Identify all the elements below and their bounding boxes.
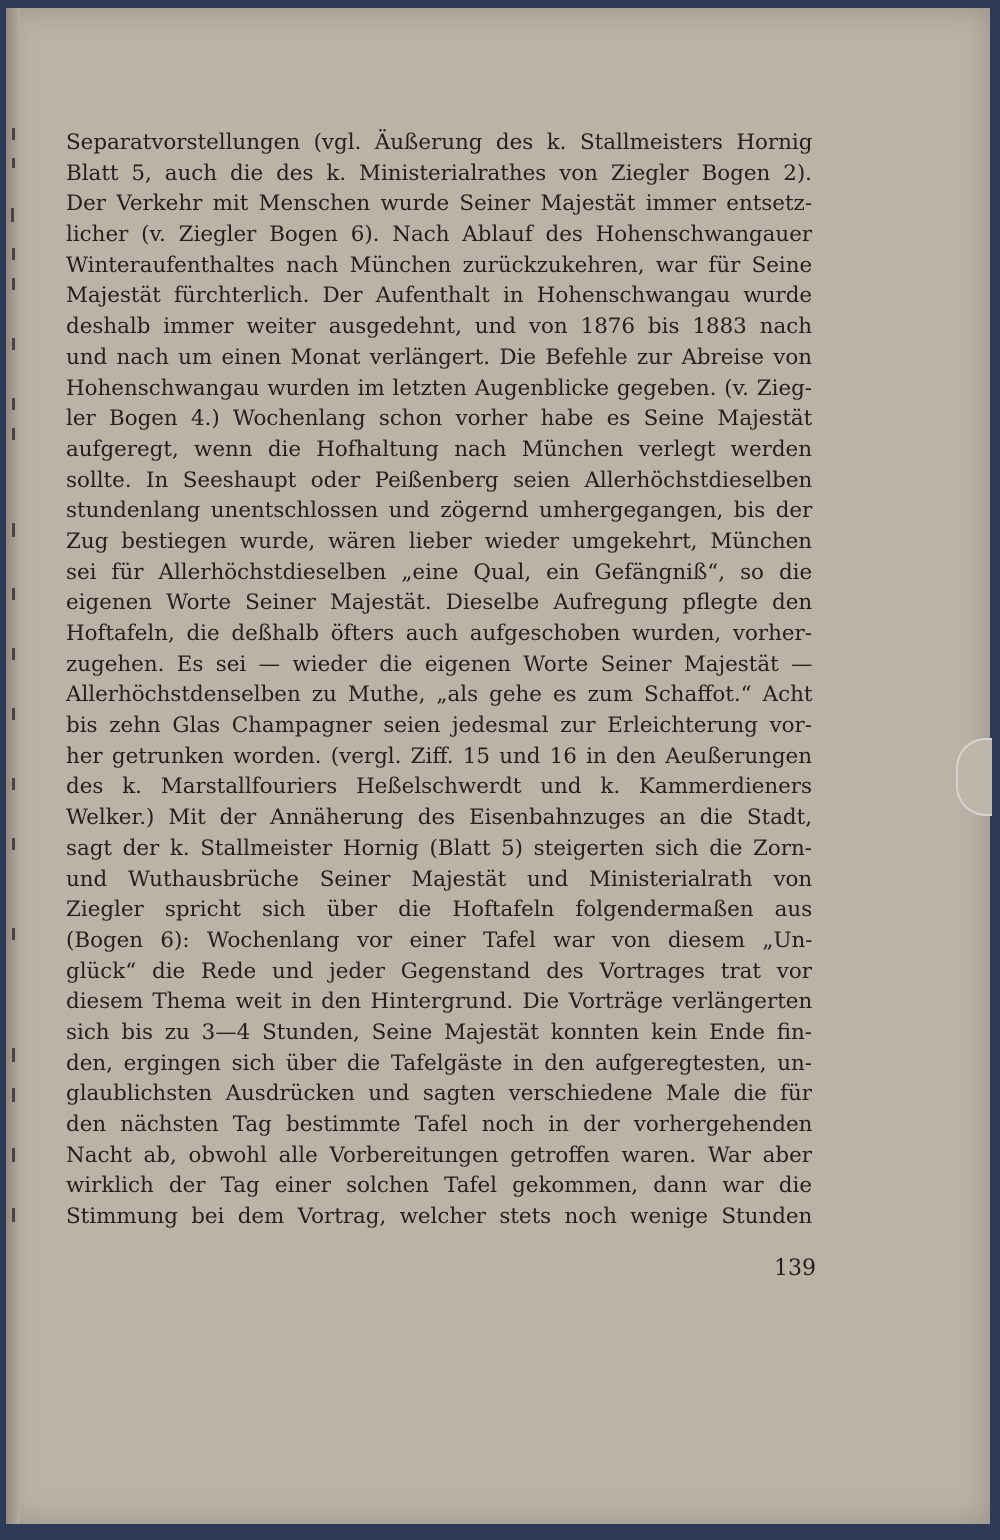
page-number: 139 [774, 1256, 816, 1281]
page-edge-clip [956, 738, 992, 816]
text-line: Ziegler spricht sich über die Hoftafeln folgendermaßen aus [66, 897, 813, 923]
text-line: bis zehn Glas Champagner seien jedesmal zur Erleichterung vor- [66, 713, 812, 739]
gutter-mark [12, 338, 15, 350]
text-line: Der Verkehr mit Menschen wurde Seiner Majestät immer entsetz- [66, 191, 813, 217]
text-line: diesem Thema weit in den Hintergrund. Die Vorträge verlängerten [66, 989, 813, 1015]
gutter-mark [12, 128, 15, 140]
text-line: und nach um einen Monat verlängert. Die Befehle zur Abreise von [66, 344, 812, 370]
text-line: wirklich der Tag einer solchen Tafel gekommen, dann war die [66, 1173, 812, 1199]
gutter-mark [12, 158, 15, 168]
text-line: Stimmung bei dem Vortrag, welcher stets noch wenige Stunden [66, 1204, 813, 1230]
text-line: deshalb immer weiter ausgedehnt, und von 1876 bis 1883 nach [66, 314, 812, 340]
gutter-mark [12, 398, 15, 410]
gutter-mark [12, 523, 15, 537]
text-line: sei für Allerhöchstdieselben „eine Qual, ein Gefängniß“, so die [66, 559, 813, 585]
gutter-mark [12, 1048, 15, 1062]
text-line: den nächsten Tag bestimmte Tafel noch in der vorhergehenden [66, 1112, 813, 1137]
text-line: sich bis zu 3—4 Stunden, Seine Majestät konnten kein Ende fin- [66, 1019, 812, 1045]
text-line: sollte. In Seeshaupt oder Peißenberg seien Allerhöchstdieselben [66, 467, 813, 493]
gutter-mark [12, 278, 15, 290]
text-line: stundenlang unentschlossen und zögernd umhergegangen, bis der [66, 498, 813, 524]
text-line: des k. Marstallfouriers Heßelschwerdt und k. Kammerdieners [66, 774, 812, 800]
gutter-mark [12, 778, 15, 790]
text-line: Majestät fürchterlich. Der Aufenthalt in Hohenschwangau wurde [66, 283, 813, 309]
text-line: Separatvorstellungen (vgl. Äußerung des k. Stallmeisters Hornig [66, 130, 813, 155]
text-line: Hoftafeln, die deßhalb öfters auch aufgeschoben wurden, vorher- [66, 621, 812, 646]
text-line: her getrunken worden. (vergl. Ziff. 15 und 16 in den Aeußerungen [66, 743, 812, 769]
text-line: Nacht ab, obwohl alle Vorbereitungen getroffen waren. War aber [66, 1142, 812, 1168]
text-line: glaublichsten Ausdrücken und sagten verschiedene Male die für [66, 1081, 813, 1107]
text-line: zugehen. Es sei — wieder die eigenen Worte Seiner Majestät — [66, 651, 813, 677]
text-line: licher (v. Ziegler Bogen 6). Nach Ablauf des Hohenschwangauer [66, 222, 813, 248]
text-line: den, ergingen sich über die Tafelgäste in den aufgeregtesten, un- [66, 1050, 812, 1076]
text-line: Winteraufenthaltes nach München zurückzukehren, war für Seine [66, 252, 813, 278]
gutter-mark [12, 1088, 15, 1102]
gutter-mark [11, 208, 14, 222]
gutter-mark [12, 1148, 15, 1162]
text-line: aufgeregt, wenn die Hofhaltung nach München verlegt werden [66, 436, 812, 462]
text-line: eigenen Worte Seiner Majestät. Dieselbe Aufregung pflegte den [66, 590, 813, 616]
gutter-mark [12, 838, 15, 850]
text-line: Allerhöchstdenselben zu Muthe, „als gehe es zum Schaffot.“ Acht [66, 682, 813, 708]
gutter-mark [12, 708, 15, 720]
gutter-mark [12, 928, 15, 940]
page-gutter [6, 8, 20, 1524]
gutter-mark [12, 428, 15, 440]
gutter-mark [12, 1208, 15, 1222]
book-page [6, 8, 990, 1524]
text-line: Hohenschwangau wurden im letzten Augenblicke gegeben. (v. Zieg- [66, 375, 813, 401]
text-line: Welker.) Mit der Annäherung des Eisenbahnzuges an die Stadt, [66, 805, 812, 831]
text-line: Blatt 5, auch die des k. Ministerialrathes von Ziegler Bogen 2). [66, 160, 812, 186]
text-line: glück“ die Rede und jeder Gegenstand des Vortrages trat vor [66, 958, 812, 984]
body-text [66, 128, 812, 1233]
gutter-mark [12, 588, 15, 600]
gutter-mark [12, 648, 15, 660]
gutter-mark [12, 248, 15, 260]
text-line: (Bogen 6): Wochenlang vor einer Tafel war von diesem „Un- [66, 927, 813, 953]
text-line: ler Bogen 4.) Wochenlang schon vorher habe es Seine Majestät [66, 406, 813, 432]
text-line: und Wuthausbrüche Seiner Majestät und Ministerialrath von [66, 866, 813, 892]
text-line: Zug bestiegen wurde, wären lieber wieder umgekehrt, München [66, 528, 813, 554]
text-line: sagt der k. Stallmeister Hornig (Blatt 5) steigerten sich die Zorn- [66, 835, 812, 861]
